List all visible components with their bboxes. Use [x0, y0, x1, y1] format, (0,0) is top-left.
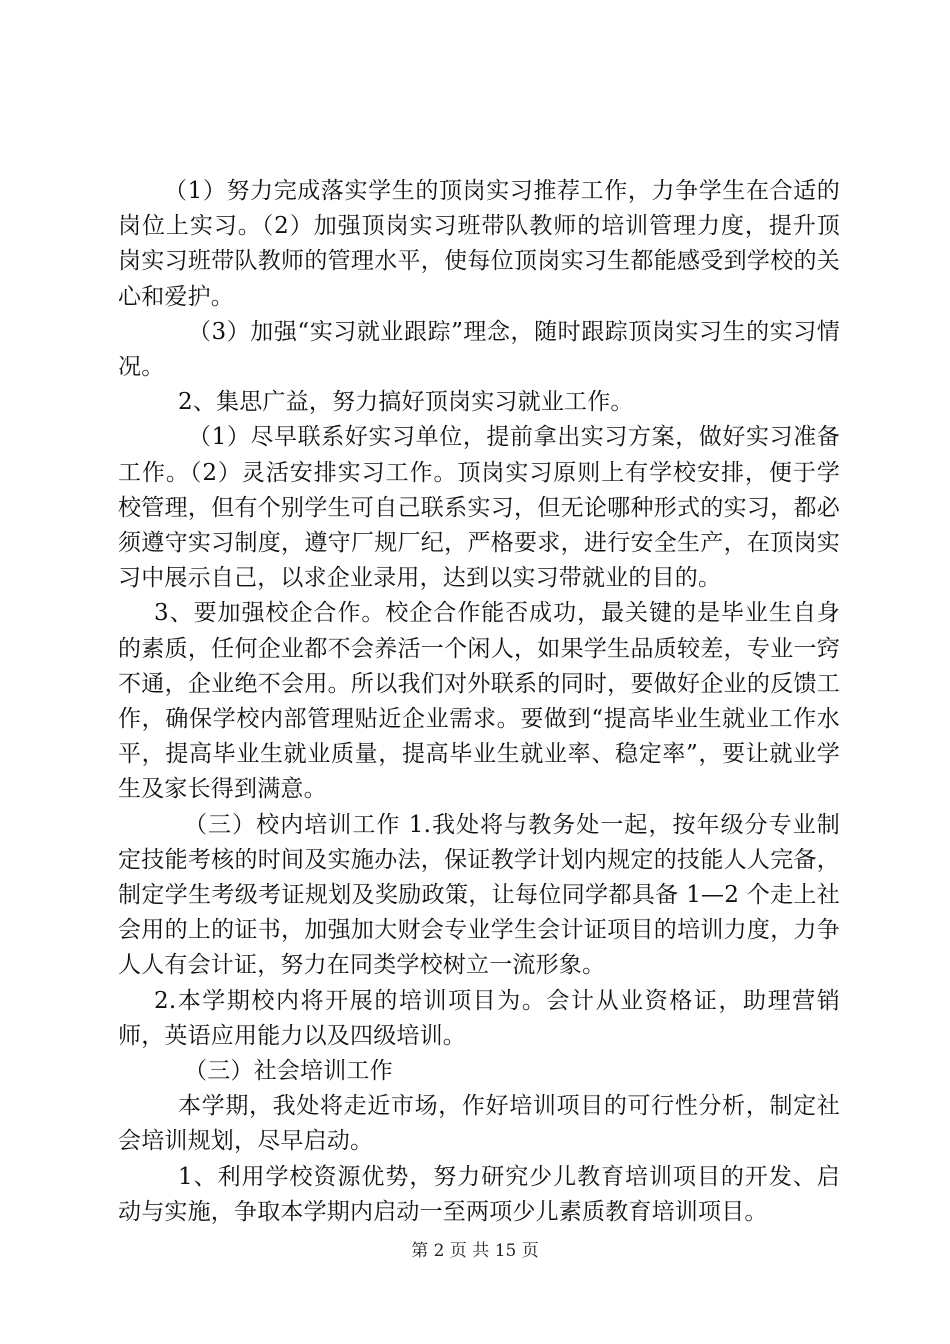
paragraph-children-education: 1、利用学校资源优势，努力研究少儿教育培训项目的开发、启动与实施，争取本学期内启动一至两项少儿素质教育培训项目。 — [118, 1163, 840, 1225]
paragraph-internship-arrangement: （1）尽早联系好实习单位，提前拿出实习方案，做好实习准备工作。（2）灵活安排实习工作。顶岗实习原则上有学校安排，便于学校管理，但有个别学生可自己联系实习，但无论哪种形式的实习，都必须遵守实习制度，遵守厂规厂纪，严格要求，进行安全生产，在顶岗实习中展示自己，以求企业录用，达到以实习带就业的目的。 — [118, 424, 840, 592]
paragraph-heading-social-training: （三）社会培训工作 — [184, 1058, 393, 1085]
paragraph-internship-recommendation: （1）努力完成落实学生的顶岗实习推荐工作，力争学生在合适的岗位上实习。（2）加强顶岗实习班带队教师的培训管理力度，提升顶岗实习班带队教师的管理水平，使每位顶岗实习生都能感受到学校的关心和爱护。 — [118, 178, 840, 310]
paragraph-training-projects: 2.本学期校内将开展的培训项目为。会计从业资格证，助理营销师，英语应用能力以及四级培训。 — [118, 987, 840, 1049]
paragraph-tracking-concept: （3）加强“实习就业跟踪”理念，随时跟踪顶岗实习生的实习情况。 — [118, 318, 840, 381]
page-number-footer: 第 2 页 共 15 页 — [411, 1241, 539, 1261]
paragraph-internal-training: （三）校内培训工作 1.我处将与教务处一起，按年级分专业制定技能考核的时间及实施办法，保证教学计划内规定的技能人人完备，制定学生考级考证规划及奖励政策，让每位同学都具备 1—2 个走上社会用的上的证书，加强加大财会专业学生会计证项目的培训力度，力争人人有会计证，努力在同类学校树立一流形象。 — [118, 811, 840, 979]
paragraph-school-enterprise-cooperation: 3、要加强校企合作。校企合作能否成功，最关键的是毕业生自身的素质，任何企业都不会养活一个闲人，如果学生品质较差，专业一窍不通，企业绝不会用。所以我们对外联系的同时，要做好企业的反馈工作，确保学校内部管理贴近企业需求。要做到“提高毕业生就业工作水平，提高毕业生就业质量，提高毕业生就业率、稳定率”，要让就业学生及家长得到满意。 — [118, 600, 840, 803]
paragraph-this-semester: 本学期，我处将走近市场，作好培训项目的可行性分析，制定社会培训规划，尽早启动。 — [118, 1093, 840, 1155]
paragraph-heading-2: 2、集思广益，努力搞好顶岗实习就业工作。 — [178, 389, 634, 416]
document-body — [118, 174, 840, 1230]
